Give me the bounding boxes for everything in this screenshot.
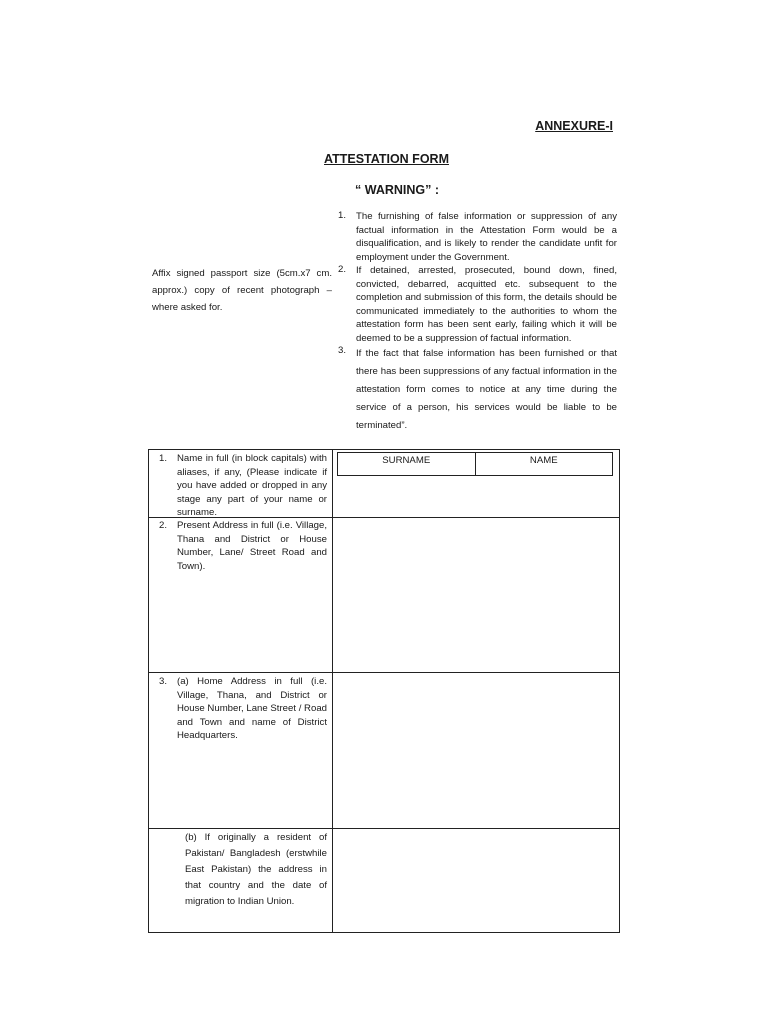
name-column-header: NAME <box>475 453 613 475</box>
warning-number: 1. <box>338 210 347 221</box>
table-row-label <box>159 452 327 520</box>
attestation-table <box>148 449 620 933</box>
warning-text: If detained, arrested, prosecuted, bound down, fined, convicted, debarred, acquitted etc. subsequent to the completion and submission of this form, the details should be communicated immediately to the authorities to whom the attestation form has been sent early, failing which it will be deemed to be a suppression of factual information. <box>356 265 617 344</box>
row-label: (a) Home Address in full (i.e. Village, Thana, and District or House Number, Lane Street / Road and Town and name of District Headquarters. <box>177 676 327 741</box>
row-label: Present Address in full (i.e. Village, Thana and District or House Number, Lane/ Street Road and Town). <box>177 520 327 572</box>
warning-text: The furnishing of false information or suppression of any factual information in the Attestation Form would be a disqualification, and is likely to render the candidate unfit for employment under the Government. <box>356 211 617 263</box>
row-number: 2. <box>159 520 168 531</box>
photo-instruction: Affix signed passport size (5cm.x7 cm. approx.) copy of recent photograph – where asked for. <box>152 268 332 313</box>
name-field-header <box>337 452 613 476</box>
row-label: (b) If originally a resident of Pakistan/ Bangladesh (erstwhile East Pakistan) the address in that country and the date of migration to Indian Union. <box>185 832 327 907</box>
form-title: ATTESTATION FORM <box>324 152 449 166</box>
warning-number: 2. <box>338 264 347 275</box>
surname-column-header: SURNAME <box>382 455 431 466</box>
row-number: 3. <box>159 676 168 687</box>
warning-item <box>338 210 617 264</box>
warning-text: If the fact that false information has been furnished or that there has been suppressions of any factual information in the attestation form comes to notice at any time during the service of a person, his services would be liable to be terminated”. <box>356 348 617 431</box>
column-divider <box>332 450 333 932</box>
warning-item <box>338 264 617 345</box>
warning-list <box>338 210 617 435</box>
row-number: 1. <box>159 453 168 464</box>
row-divider <box>149 828 619 829</box>
warning-number: 3. <box>338 345 347 356</box>
row-divider <box>149 672 619 673</box>
warning-item <box>338 345 617 435</box>
table-row-label <box>159 519 327 573</box>
warning-title: “ WARNING” : <box>355 183 440 197</box>
table-row-label <box>185 830 327 910</box>
table-row-label <box>159 675 327 743</box>
row-label: Name in full (in block capitals) with aliases, if any, (Please indicate if you have added or dropped in any stage any part of your name or surname. <box>177 453 327 518</box>
annexure-label: ANNEXURE-I <box>535 119 613 133</box>
